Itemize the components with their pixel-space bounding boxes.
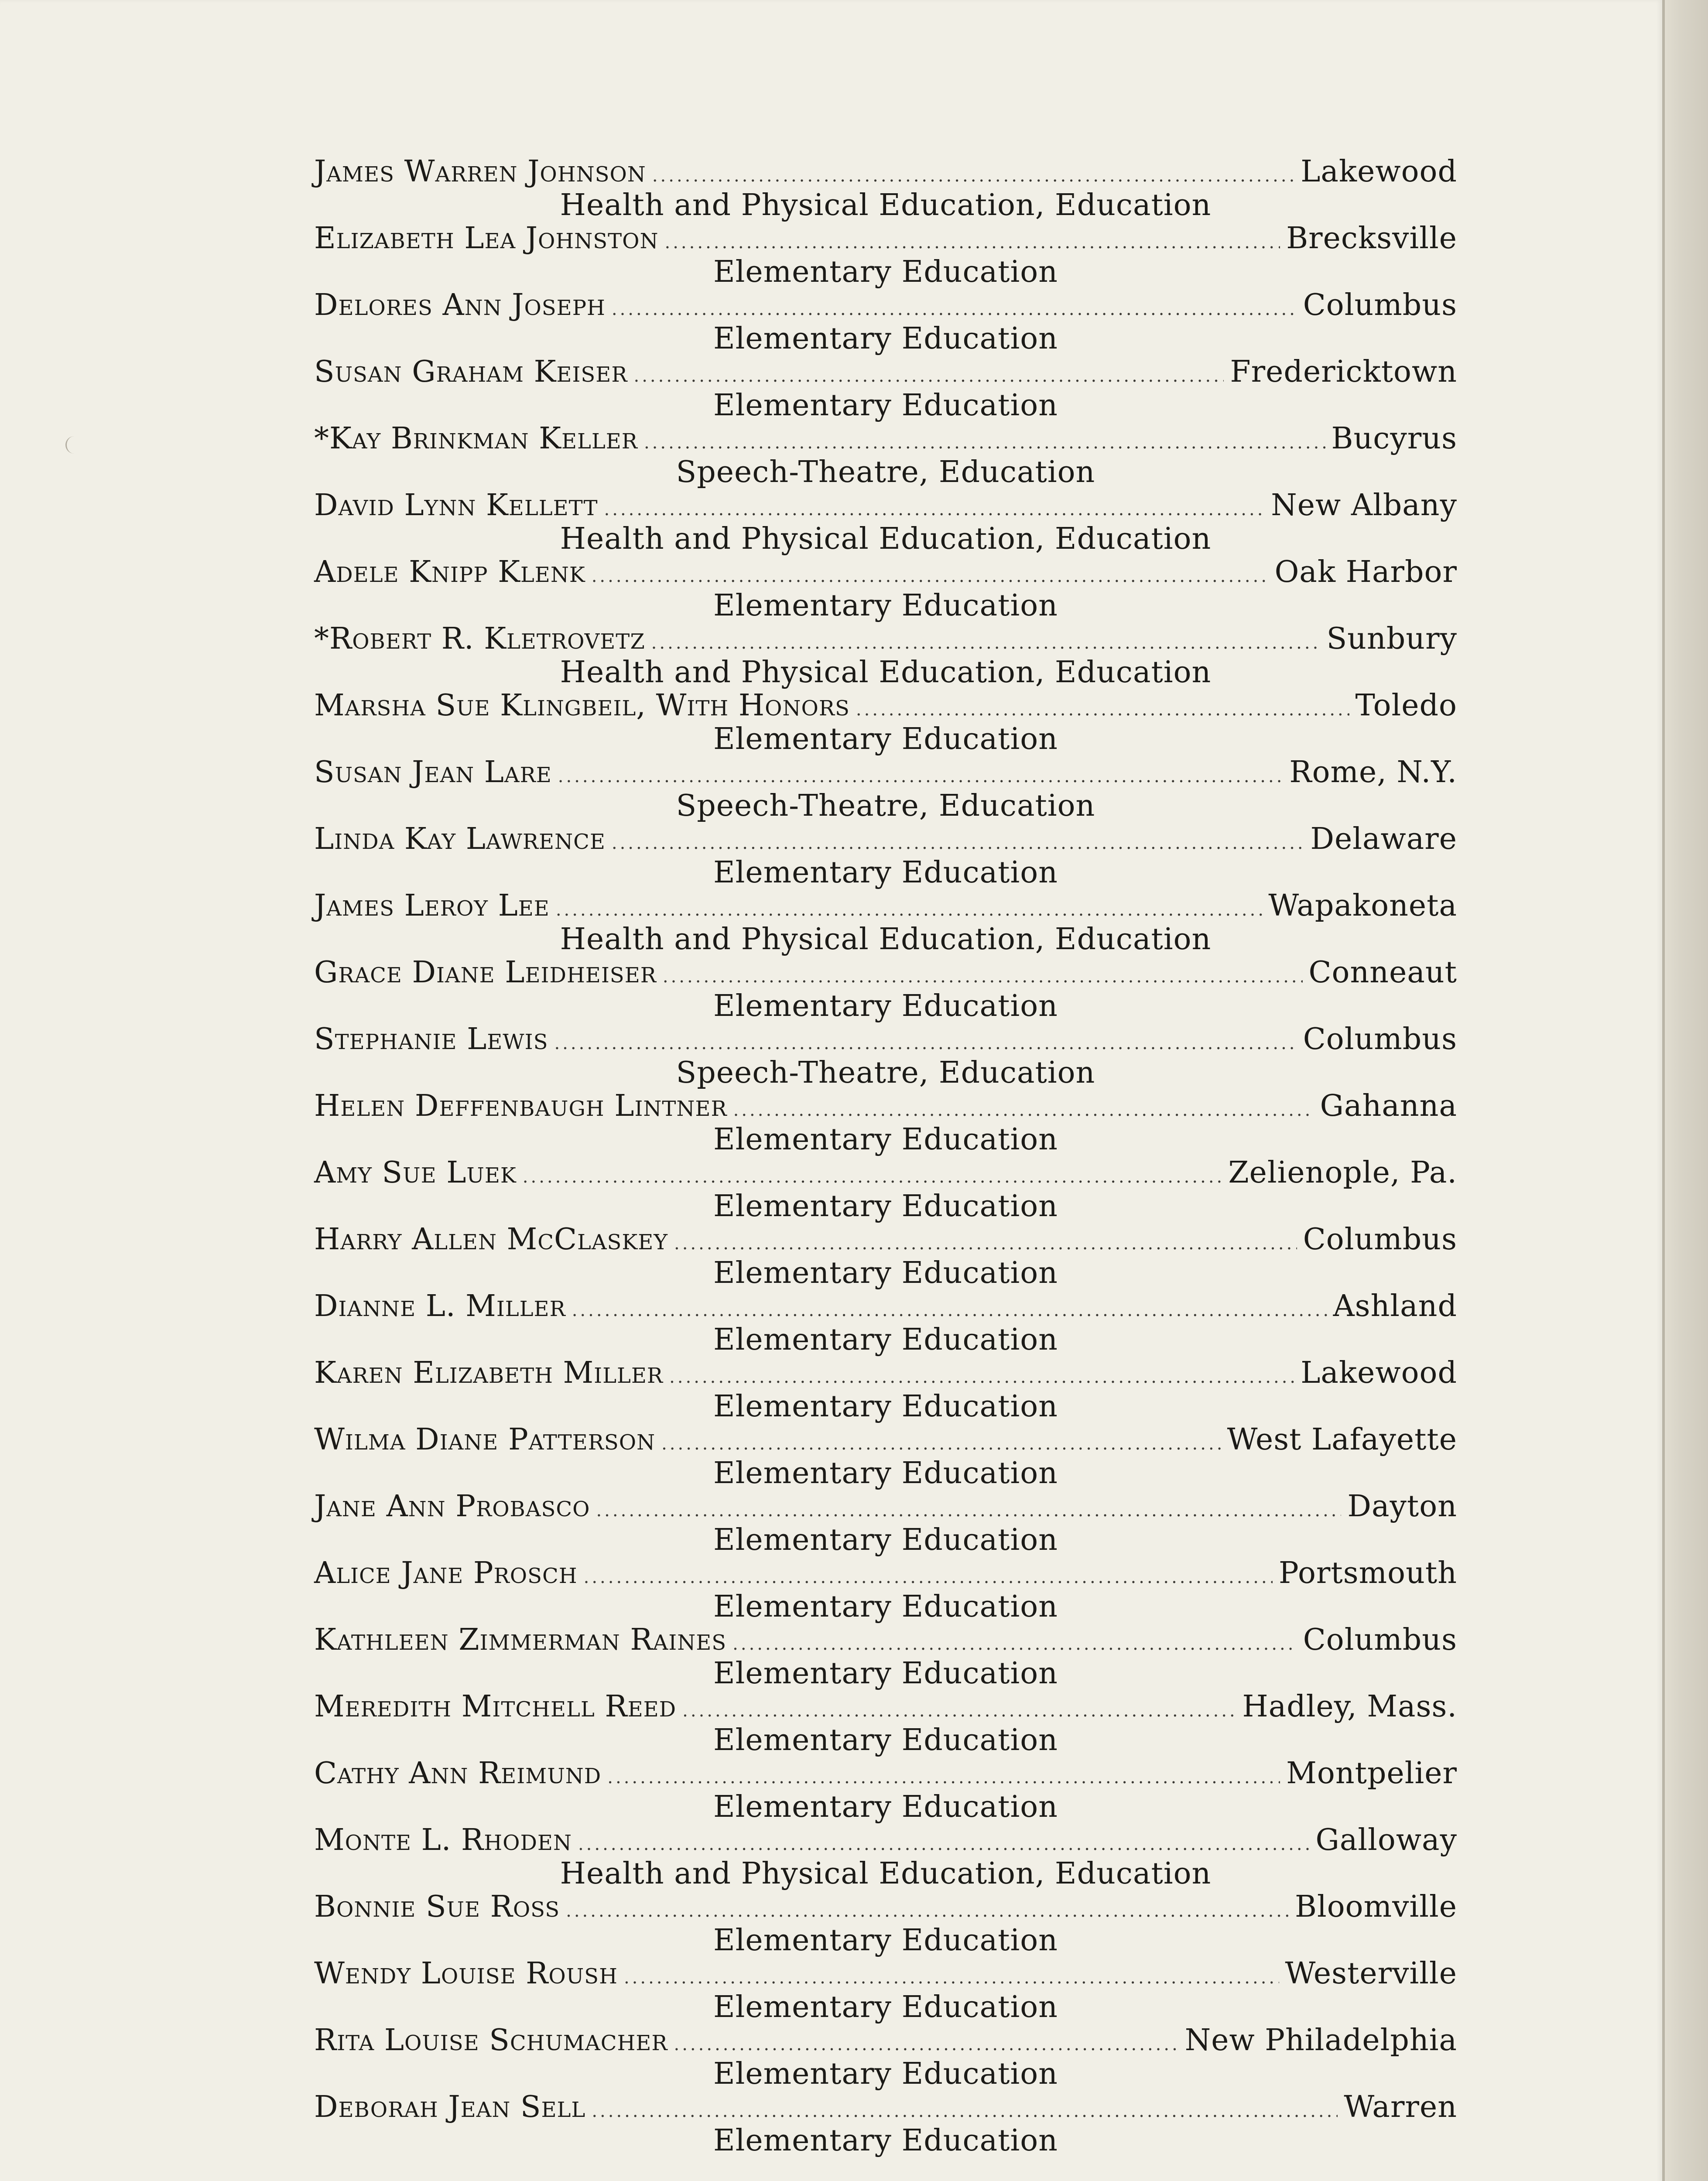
hometown: Delaware bbox=[1310, 822, 1457, 856]
entry-line bbox=[314, 1823, 1457, 1857]
graduate-name: Wilma Diane Patterson bbox=[314, 1422, 656, 1457]
hometown: Conneaut bbox=[1308, 955, 1457, 990]
entry-line bbox=[314, 1089, 1457, 1123]
graduate-name: Cathy Ann Reimund bbox=[314, 1756, 602, 1791]
department: Elementary Education bbox=[713, 321, 1058, 356]
department: Speech-Theatre, Education bbox=[676, 455, 1095, 489]
list-item bbox=[314, 1690, 1457, 1757]
hometown: Galloway bbox=[1315, 1823, 1457, 1857]
hometown: Lakewood bbox=[1301, 1356, 1457, 1390]
hometown: Lakewood bbox=[1301, 154, 1457, 189]
hometown: Ashland bbox=[1333, 1289, 1457, 1323]
graduate-name: James Warren Johnson bbox=[314, 154, 646, 189]
department: Elementary Education bbox=[713, 1389, 1058, 1424]
department: Elementary Education bbox=[713, 1656, 1058, 1691]
graduate-name: James Leroy Lee bbox=[314, 889, 550, 923]
entry-line bbox=[314, 222, 1457, 256]
department: Elementary Education bbox=[713, 1590, 1058, 1624]
list-item bbox=[314, 622, 1457, 689]
entry-line bbox=[314, 956, 1457, 990]
list-item bbox=[314, 1623, 1457, 1690]
list-item bbox=[314, 288, 1457, 355]
list-item bbox=[314, 1289, 1457, 1356]
list-item bbox=[314, 1957, 1457, 2024]
department: Health and Physical Education, Education bbox=[560, 522, 1212, 556]
graduate-name: *Robert R. Kletrovetz bbox=[314, 622, 645, 656]
list-item bbox=[314, 555, 1457, 622]
graduate-name: Deborah Jean Sell bbox=[314, 2090, 586, 2124]
hometown: Fredericktown bbox=[1230, 355, 1457, 389]
list-item bbox=[314, 956, 1457, 1022]
hometown: Montpelier bbox=[1286, 1756, 1457, 1791]
entry-line bbox=[314, 1957, 1457, 1991]
entry-line bbox=[314, 1356, 1457, 1390]
entry-line bbox=[314, 1490, 1457, 1524]
department: Health and Physical Education, Education bbox=[560, 1856, 1212, 1891]
hometown: Westerville bbox=[1285, 1956, 1457, 1991]
graduate-name: Marsha Sue Klingbeil, With Honors bbox=[314, 688, 850, 723]
graduate-name: Grace Diane Leidheiser bbox=[314, 955, 657, 990]
list-item bbox=[314, 822, 1457, 889]
hometown: West Lafayette bbox=[1227, 1422, 1457, 1457]
graduate-name: Helen Deffenbaugh Lintner bbox=[314, 1089, 727, 1123]
hometown: Rome, N.Y. bbox=[1289, 755, 1457, 790]
graduate-name: Rita Louise Schumacher bbox=[314, 2023, 668, 2058]
department: Elementary Education bbox=[713, 1523, 1058, 1557]
graduate-name: Monte L. Rhoden bbox=[314, 1823, 572, 1857]
list-item bbox=[314, 1823, 1457, 1890]
hometown: Zelienople, Pa. bbox=[1228, 1155, 1457, 1190]
graduate-name: *Kay Brinkman Keller bbox=[314, 421, 638, 456]
list-item bbox=[314, 1757, 1457, 1823]
graduate-name: Stephanie Lewis bbox=[314, 1022, 548, 1056]
graduate-name: Wendy Louise Roush bbox=[314, 1956, 618, 1991]
page-edge-rule bbox=[1662, 0, 1665, 2181]
department: Elementary Education bbox=[713, 255, 1058, 289]
department: Elementary Education bbox=[713, 1723, 1058, 1757]
graduate-name: Karen Elizabeth Miller bbox=[314, 1356, 664, 1390]
hometown: Brecksville bbox=[1286, 221, 1457, 256]
list-item bbox=[314, 2024, 1457, 2090]
department: Elementary Education bbox=[713, 722, 1058, 756]
entry-line bbox=[314, 1556, 1457, 1590]
list-item bbox=[314, 1089, 1457, 1156]
hometown: Hadley, Mass. bbox=[1242, 1689, 1457, 1724]
list-item bbox=[314, 2090, 1457, 2157]
hometown: New Philadelphia bbox=[1184, 2023, 1457, 2058]
graduate-name: Meredith Mitchell Reed bbox=[314, 1689, 677, 1724]
list-item bbox=[314, 1490, 1457, 1556]
entry-line bbox=[314, 1289, 1457, 1323]
department: Elementary Education bbox=[713, 855, 1058, 890]
department: Elementary Education bbox=[713, 1189, 1058, 1224]
hometown: Toledo bbox=[1355, 688, 1457, 723]
entry-line bbox=[314, 288, 1457, 322]
graduate-name: Delores Ann Joseph bbox=[314, 288, 606, 322]
list-item bbox=[314, 1223, 1457, 1289]
department: Elementary Education bbox=[713, 1323, 1058, 1357]
entry-line bbox=[314, 2090, 1457, 2124]
entry-line bbox=[314, 822, 1457, 856]
entry-line bbox=[314, 1690, 1457, 1724]
hometown: Sunbury bbox=[1326, 622, 1457, 656]
department: Elementary Education bbox=[713, 1790, 1058, 1824]
graduate-list bbox=[314, 155, 1457, 2157]
entry-line bbox=[314, 555, 1457, 589]
hometown: New Albany bbox=[1271, 488, 1457, 523]
entry-line bbox=[314, 689, 1457, 723]
department: Elementary Education bbox=[713, 1990, 1058, 2024]
entry-line bbox=[314, 622, 1457, 656]
graduate-name: Bonnie Sue Ross bbox=[314, 1890, 560, 1924]
department: Health and Physical Education, Education bbox=[560, 655, 1212, 690]
entry-line bbox=[314, 489, 1457, 523]
entry-line bbox=[314, 422, 1457, 456]
department: Elementary Education bbox=[713, 1122, 1058, 1157]
department: Health and Physical Education, Education bbox=[560, 188, 1212, 222]
department: Speech-Theatre, Education bbox=[676, 789, 1095, 823]
hometown: Columbus bbox=[1303, 1222, 1457, 1257]
hometown: Dayton bbox=[1347, 1489, 1457, 1524]
department: Health and Physical Education, Education bbox=[560, 922, 1212, 957]
department: Speech-Theatre, Education bbox=[676, 1056, 1095, 1090]
hometown: Bloomville bbox=[1295, 1890, 1457, 1924]
entry-line bbox=[314, 155, 1457, 189]
hometown: Bucyrus bbox=[1331, 421, 1457, 456]
entry-line bbox=[314, 889, 1457, 923]
hometown: Columbus bbox=[1303, 1022, 1457, 1056]
hometown: Portsmouth bbox=[1278, 1556, 1457, 1590]
entry-line bbox=[314, 355, 1457, 389]
graduate-name: Elizabeth Lea Johnston bbox=[314, 221, 659, 256]
list-item bbox=[314, 889, 1457, 956]
hometown: Columbus bbox=[1303, 288, 1457, 322]
graduate-name: Dianne L. Miller bbox=[314, 1289, 566, 1323]
graduate-name: David Lynn Kellett bbox=[314, 488, 598, 523]
entry-line bbox=[314, 1623, 1457, 1657]
list-item bbox=[314, 755, 1457, 822]
department: Elementary Education bbox=[713, 989, 1058, 1023]
list-item bbox=[314, 222, 1457, 288]
department: Elementary Education bbox=[713, 2123, 1058, 2158]
list-item bbox=[314, 1556, 1457, 1623]
hometown: Gahanna bbox=[1320, 1089, 1457, 1123]
graduate-name: Alice Jane Prosch bbox=[314, 1556, 578, 1590]
list-item bbox=[314, 1156, 1457, 1223]
hometown: Wapakoneta bbox=[1268, 889, 1457, 923]
entry-line bbox=[314, 1890, 1457, 1924]
stray-mark bbox=[65, 436, 75, 454]
entry-line bbox=[314, 1156, 1457, 1190]
entry-line bbox=[314, 755, 1457, 790]
list-item bbox=[314, 355, 1457, 422]
entry-line bbox=[314, 2024, 1457, 2058]
department: Elementary Education bbox=[713, 1256, 1058, 1290]
graduate-name: Susan Graham Keiser bbox=[314, 355, 628, 389]
hometown: Oak Harbor bbox=[1274, 555, 1457, 589]
list-item bbox=[314, 1022, 1457, 1089]
entry-line bbox=[314, 1223, 1457, 1257]
graduate-name: Adele Knipp Klenk bbox=[314, 555, 585, 589]
list-item bbox=[314, 1423, 1457, 1490]
list-item bbox=[314, 1356, 1457, 1423]
entry-line bbox=[314, 1757, 1457, 1791]
department: Elementary Education bbox=[713, 2057, 1058, 2091]
hometown: Warren bbox=[1344, 2090, 1457, 2124]
graduate-name: Kathleen Zimmerman Raines bbox=[314, 1623, 727, 1657]
hometown: Columbus bbox=[1303, 1623, 1457, 1657]
page-edge bbox=[1662, 0, 1708, 2181]
graduate-name: Susan Jean Lare bbox=[314, 755, 552, 790]
list-item bbox=[314, 422, 1457, 489]
graduate-name: Jane Ann Probasco bbox=[314, 1489, 590, 1524]
list-item bbox=[314, 489, 1457, 555]
department: Elementary Education bbox=[713, 1923, 1058, 1958]
graduate-name: Amy Sue Luek bbox=[314, 1155, 517, 1190]
department: Elementary Education bbox=[713, 588, 1058, 623]
entry-line bbox=[314, 1022, 1457, 1056]
graduate-name: Harry Allen McClaskey bbox=[314, 1222, 668, 1257]
department: Elementary Education bbox=[713, 1456, 1058, 1490]
graduate-name: Linda Kay Lawrence bbox=[314, 822, 606, 856]
entry-line bbox=[314, 1423, 1457, 1457]
department: Elementary Education bbox=[713, 388, 1058, 423]
list-item bbox=[314, 1890, 1457, 1957]
list-item bbox=[314, 155, 1457, 222]
list-item bbox=[314, 689, 1457, 755]
